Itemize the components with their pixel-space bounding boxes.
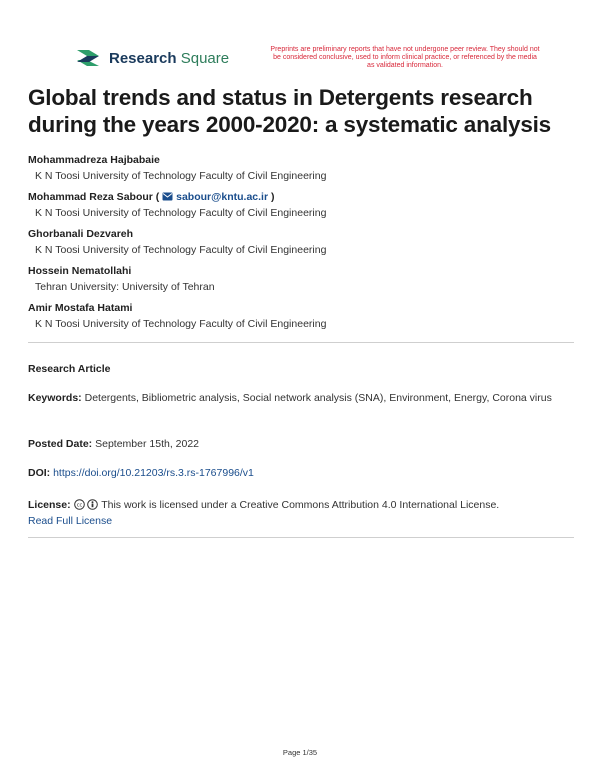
license-text: This work is licensed under a Creative Commons Attribution 4.0 International License. <box>101 499 500 511</box>
keywords-value: Detergents, Bibliometric analysis, Social network analysis (SNA), Environment, Energy, Corona virus <box>84 392 552 404</box>
read-full-license-link[interactable]: Read Full License <box>28 515 113 527</box>
posted-date-section <box>28 436 574 452</box>
doi-section <box>28 465 574 481</box>
attribution-icon <box>87 499 98 510</box>
author-item <box>28 301 576 338</box>
author-affiliation: K N Toosi University of Technology Faculty of Civil Engineering <box>35 207 327 219</box>
author-affiliation: K N Toosi University of Technology Faculty of Civil Engineering <box>35 170 327 182</box>
research-square-mark-icon <box>75 47 101 69</box>
research-square-logo[interactable] <box>75 47 229 69</box>
doi-link[interactable]: https://doi.org/10.21203/rs.3.rs-1767996/v1 <box>53 467 254 479</box>
keywords-label: Keywords: <box>28 392 82 404</box>
creative-commons-icon <box>74 499 85 510</box>
author-item <box>28 264 576 301</box>
envelope-icon <box>162 192 173 201</box>
license-section <box>28 497 574 529</box>
author-affiliation: Tehran University: University of Tehran <box>35 281 215 293</box>
posted-date-value: September 15th, 2022 <box>95 438 200 450</box>
divider <box>28 342 574 343</box>
doi-label: DOI: <box>28 467 51 479</box>
svg-text:cc: cc <box>76 502 82 509</box>
author-affiliation: K N Toosi University of Technology Faculty of Civil Engineering <box>35 318 327 330</box>
keywords-section <box>28 390 574 406</box>
posted-date-label: Posted Date: <box>28 438 93 450</box>
author-affiliation: K N Toosi University of Technology Faculty of Civil Engineering <box>35 244 327 256</box>
logo-word-square: Square <box>180 49 230 67</box>
logo-word-research: Research <box>109 49 177 67</box>
author-item <box>28 190 576 227</box>
author-item <box>28 153 576 190</box>
author-name-with-email: Mohammad Reza Sabour ( sabour@kntu.ac.ir ) <box>28 191 275 203</box>
author-email-link[interactable]: sabour@kntu.ac.ir <box>176 191 269 203</box>
author-name: Mohammad Reza Sabour <box>28 191 153 203</box>
author-name: Hossein Nematollahi <box>28 265 132 277</box>
author-list <box>28 153 576 338</box>
logo-wordmark <box>109 50 229 67</box>
author-name: Ghorbanali Dezvareh <box>28 228 134 240</box>
divider <box>28 537 574 538</box>
author-name: Amir Mostafa Hatami <box>28 302 133 314</box>
preprint-disclaimer: Preprints are preliminary reports that have not undergone peer review. They should not be considered conclusive, used to inform clinical practice, or referenced by the media as validated information. <box>270 46 540 69</box>
license-label: License: <box>28 499 71 511</box>
page-number: Page 1/35 <box>282 748 318 757</box>
paper-title: Global trends and status in Detergents research during the years 2000-2020: a systematic analysis <box>28 85 551 137</box>
author-item <box>28 227 576 264</box>
article-type <box>28 361 574 377</box>
author-name: Mohammadreza Hajbabaie <box>28 154 160 166</box>
article-type-value: Research Article <box>28 363 111 375</box>
